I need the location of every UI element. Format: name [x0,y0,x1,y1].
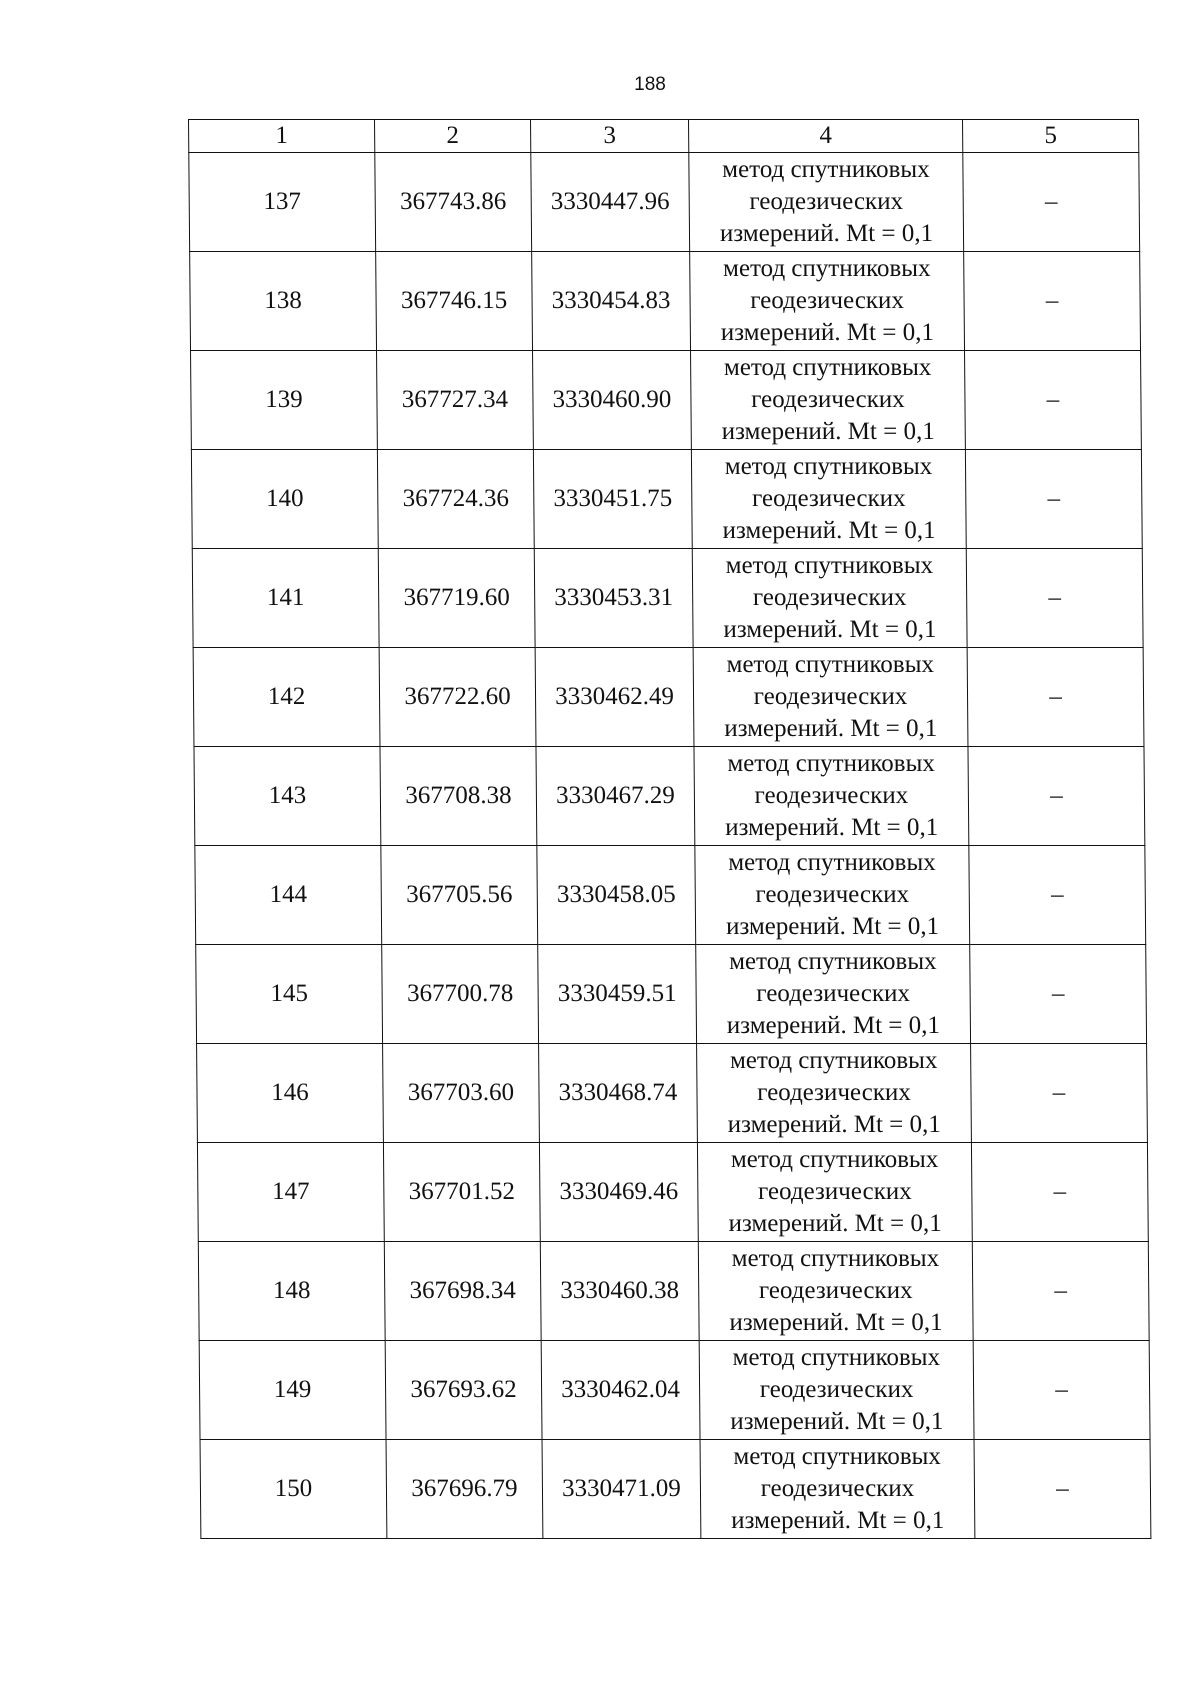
table-row [191,450,1142,549]
coordinate-y-cell: 3330453.31 [534,549,693,648]
coordinates-table [188,119,1151,1539]
note-cell: – [966,549,1143,648]
method-cell: метод спутниковых геодезических измерений. Mt = 0,1 [690,252,965,351]
coordinate-y-cell: 3330467.29 [536,747,695,846]
header-row [189,120,1139,153]
table-row [195,846,1146,945]
page-number: 188 [634,74,666,95]
coordinate-x-cell: 367743.86 [375,153,532,252]
method-cell: метод спутниковых геодезических измерений. Mt = 0,1 [692,549,967,648]
point-number-cell: 137 [189,153,376,252]
note-cell: – [965,450,1142,549]
table-row [193,648,1144,747]
header-cell-3: 3 [531,120,689,153]
table-row [192,549,1143,648]
table-body [189,153,1151,1539]
point-number-cell: 143 [194,747,381,846]
point-number-cell: 150 [200,1440,387,1539]
note-cell: – [969,846,1146,945]
coordinate-x-cell: 367698.34 [384,1242,541,1341]
table-row [198,1242,1149,1341]
table-row [189,153,1140,252]
method-cell: метод спутниковых геодезических измерений. Mt = 0,1 [693,648,968,747]
header-cell-1: 1 [189,120,375,153]
table-row [197,1143,1148,1242]
point-number-cell: 140 [191,450,378,549]
table-row [190,252,1141,351]
note-cell: – [968,747,1145,846]
note-cell: – [973,1341,1150,1440]
note-cell: – [965,351,1142,450]
coordinate-y-cell: 3330460.38 [540,1242,699,1341]
coordinate-x-cell: 367700.78 [382,945,539,1044]
method-cell: метод спутниковых геодезических измерений. Mt = 0,1 [699,1341,974,1440]
coordinate-x-cell: 367746.15 [376,252,533,351]
coordinate-y-cell: 3330462.04 [541,1341,700,1440]
coordinate-x-cell: 367724.36 [377,450,534,549]
header-cell-4: 4 [689,120,963,153]
note-cell: – [970,945,1147,1044]
coordinate-y-cell: 3330460.90 [533,351,692,450]
table-row [199,1341,1150,1440]
header-cell-2: 2 [375,120,531,153]
method-cell: метод спутниковых геодезических измерений. Mt = 0,1 [689,153,964,252]
method-cell: метод спутниковых геодезических измерений. Mt = 0,1 [691,351,966,450]
header-cell-5: 5 [963,120,1139,153]
coordinate-x-cell: 367701.52 [383,1143,540,1242]
table-row [200,1440,1151,1539]
table-row [196,945,1147,1044]
coordinate-y-cell: 3330459.51 [538,945,697,1044]
coordinate-y-cell: 3330451.75 [533,450,692,549]
method-cell: метод спутниковых геодезических измерений. Mt = 0,1 [694,747,969,846]
point-number-cell: 146 [197,1044,384,1143]
point-number-cell: 141 [192,549,379,648]
coordinate-x-cell: 367705.56 [381,846,538,945]
note-cell: – [972,1242,1149,1341]
point-number-cell: 145 [196,945,383,1044]
table-row [197,1044,1148,1143]
coordinate-y-cell: 3330471.09 [542,1440,701,1539]
point-number-cell: 142 [193,648,380,747]
coordinate-y-cell: 3330447.96 [531,153,690,252]
coordinate-y-cell: 3330458.05 [537,846,696,945]
coordinate-x-cell: 367696.79 [386,1440,543,1539]
coordinate-y-cell: 3330454.83 [532,252,691,351]
point-number-cell: 138 [190,252,377,351]
coordinate-x-cell: 367727.34 [377,351,534,450]
note-cell: – [967,648,1144,747]
table-row [194,747,1145,846]
point-number-cell: 147 [197,1143,384,1242]
method-cell: метод спутниковых геодезических измерений. Mt = 0,1 [698,1242,973,1341]
coordinate-y-cell: 3330462.49 [535,648,694,747]
table-row [191,351,1142,450]
method-cell: метод спутниковых геодезических измерений. Mt = 0,1 [691,450,966,549]
note-cell: – [963,153,1140,252]
point-number-cell: 144 [195,846,382,945]
note-cell: – [974,1440,1151,1539]
method-cell: метод спутниковых геодезических измерений. Mt = 0,1 [697,1044,972,1143]
coordinate-y-cell: 3330469.46 [539,1143,698,1242]
coordinate-x-cell: 367719.60 [378,549,535,648]
point-number-cell: 149 [199,1341,386,1440]
point-number-cell: 139 [191,351,378,450]
note-cell: – [971,1143,1148,1242]
coordinate-x-cell: 367722.60 [379,648,536,747]
coordinate-y-cell: 3330468.74 [539,1044,698,1143]
method-cell: метод спутниковых геодезических измерений. Mt = 0,1 [697,1143,972,1242]
note-cell: – [964,252,1141,351]
point-number-cell: 148 [198,1242,385,1341]
note-cell: – [971,1044,1148,1143]
method-cell: метод спутниковых геодезических измерений. Mt = 0,1 [695,846,970,945]
table-header [189,120,1139,153]
coordinate-x-cell: 367693.62 [385,1341,542,1440]
method-cell: метод спутниковых геодезических измерений. Mt = 0,1 [696,945,971,1044]
coordinate-x-cell: 367703.60 [383,1044,540,1143]
method-cell: метод спутниковых геодезических измерений. Mt = 0,1 [700,1440,975,1539]
coordinate-x-cell: 367708.38 [380,747,537,846]
